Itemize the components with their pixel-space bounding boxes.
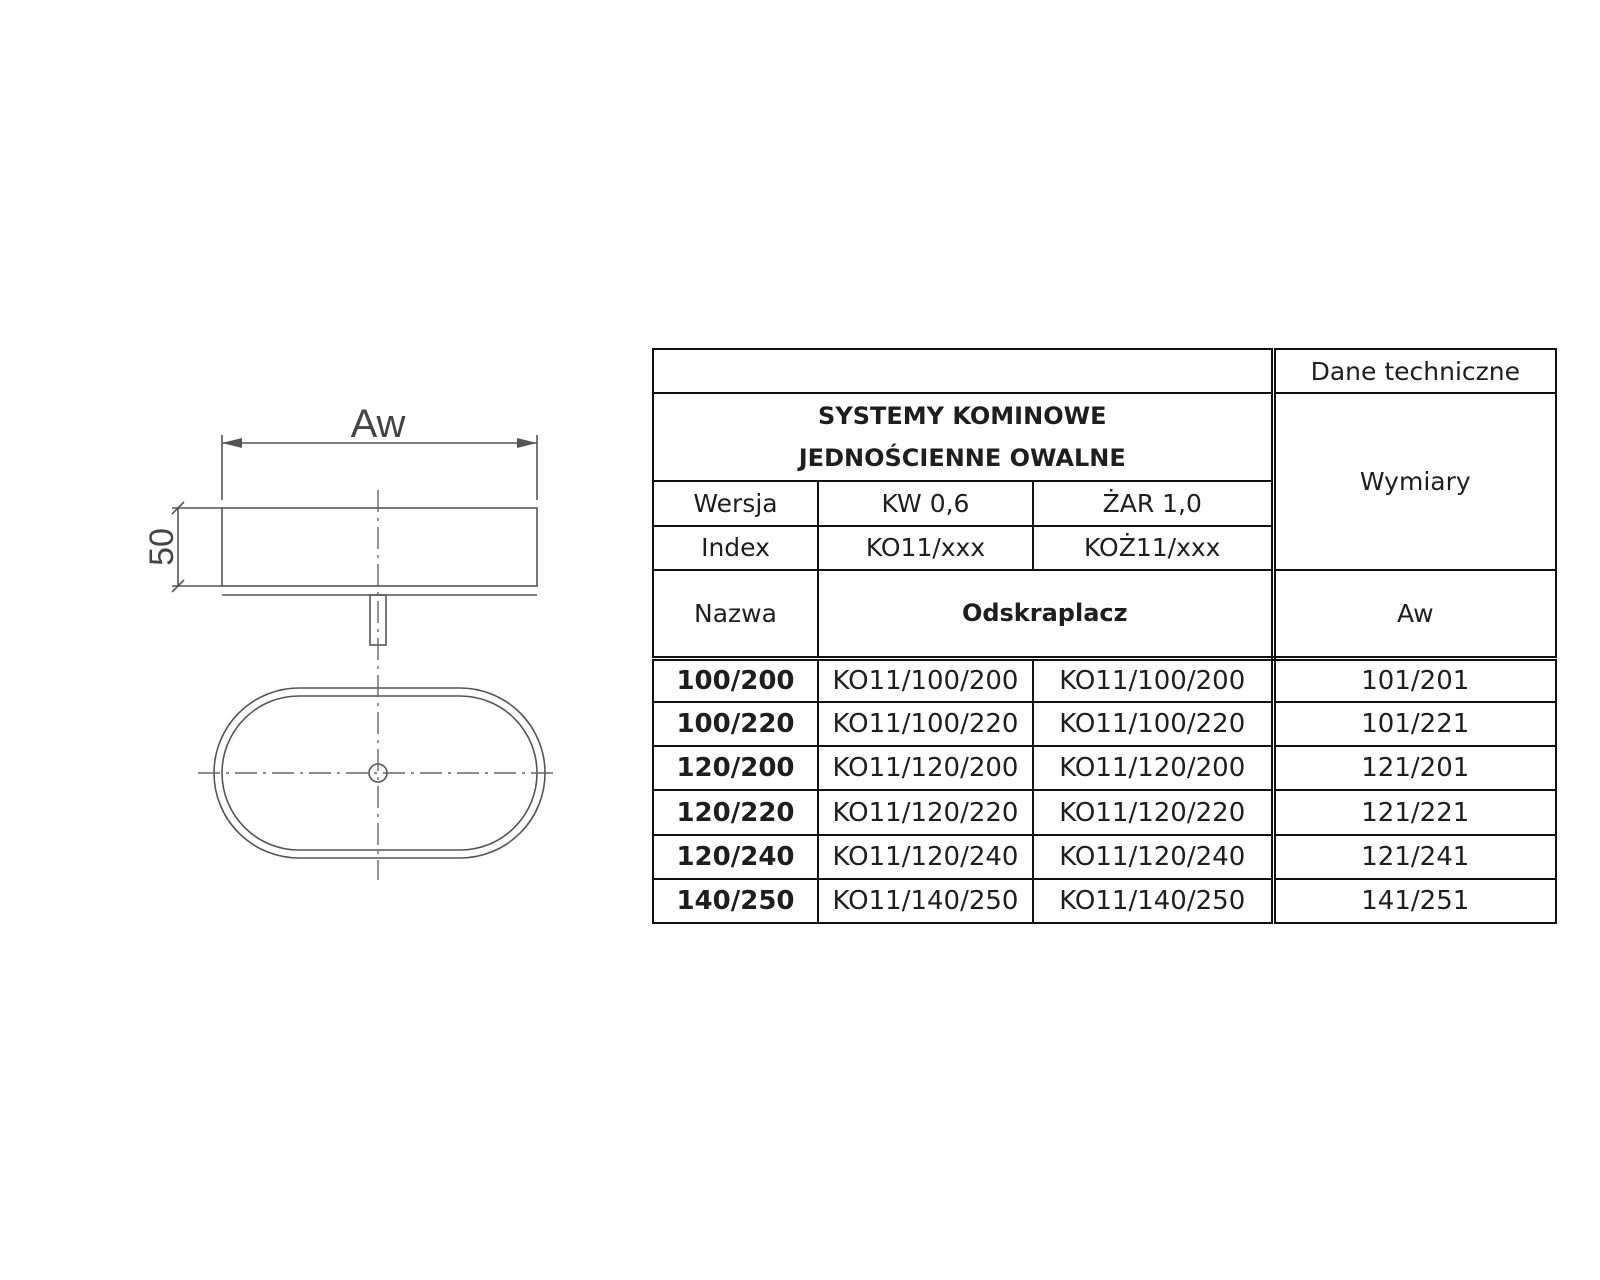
row-code-zar: KO11/120/200 <box>1033 746 1273 790</box>
row-code-zar: KO11/140/250 <box>1033 879 1273 923</box>
side-view-body <box>222 508 537 586</box>
header-technical-data: Dane techniczne <box>1273 349 1556 393</box>
row-aw: 101/201 <box>1273 658 1556 702</box>
table-row <box>653 879 1556 923</box>
version-label: Wersja <box>653 481 818 525</box>
row-code-zar: KO11/100/220 <box>1033 702 1273 746</box>
row-aw: 121/201 <box>1273 746 1556 790</box>
width-label: Aw <box>350 402 406 446</box>
row-code-zar: KO11/100/200 <box>1033 658 1273 702</box>
row-code-kw: KO11/120/200 <box>818 746 1033 790</box>
version-zar: ŻAR 1,0 <box>1033 481 1273 525</box>
row-code-kw: KO11/120/220 <box>818 790 1033 834</box>
title-line-1: SYSTEMY KOMINOWE <box>818 402 1107 431</box>
table-title <box>653 393 1273 481</box>
title-line-2: JEDNOŚCIENNE OWALNE <box>798 444 1126 473</box>
row-code-kw: KO11/100/220 <box>818 702 1033 746</box>
row-name: 140/250 <box>653 879 818 923</box>
oval-inner <box>222 696 537 850</box>
height-label: 50 <box>143 528 181 566</box>
table-row <box>653 746 1556 790</box>
technical-drawing <box>0 0 640 1280</box>
index-zar: KOŻ11/xxx <box>1033 526 1273 570</box>
arrow-right-icon <box>517 438 537 448</box>
table-row <box>653 702 1556 746</box>
dimensions-header: Wymiary <box>1273 393 1556 570</box>
row-name: 100/200 <box>653 658 818 702</box>
index-label: Index <box>653 526 818 570</box>
version-kw: KW 0,6 <box>818 481 1033 525</box>
row-code-kw: KO11/140/250 <box>818 879 1033 923</box>
row-name: 120/220 <box>653 790 818 834</box>
row-code-kw: KO11/120/240 <box>818 835 1033 879</box>
row-aw: 141/251 <box>1273 879 1556 923</box>
name-label: Nazwa <box>653 570 818 658</box>
table-row <box>653 658 1556 702</box>
index-kw: KO11/xxx <box>818 526 1033 570</box>
row-name: 100/220 <box>653 702 818 746</box>
row-aw: 121/221 <box>1273 790 1556 834</box>
spec-table <box>652 348 1557 924</box>
row-code-zar: KO11/120/220 <box>1033 790 1273 834</box>
row-code-zar: KO11/120/240 <box>1033 835 1273 879</box>
row-aw: 101/221 <box>1273 702 1556 746</box>
header-empty-cell <box>653 349 1273 393</box>
table-row <box>653 790 1556 834</box>
row-name: 120/240 <box>653 835 818 879</box>
arrow-left-icon <box>222 438 242 448</box>
row-code-kw: KO11/100/200 <box>818 658 1033 702</box>
product-name: Odskraplacz <box>818 570 1273 658</box>
row-aw: 121/241 <box>1273 835 1556 879</box>
row-name: 120/200 <box>653 746 818 790</box>
dim-column-label: Aw <box>1273 570 1556 658</box>
table-row <box>653 835 1556 879</box>
